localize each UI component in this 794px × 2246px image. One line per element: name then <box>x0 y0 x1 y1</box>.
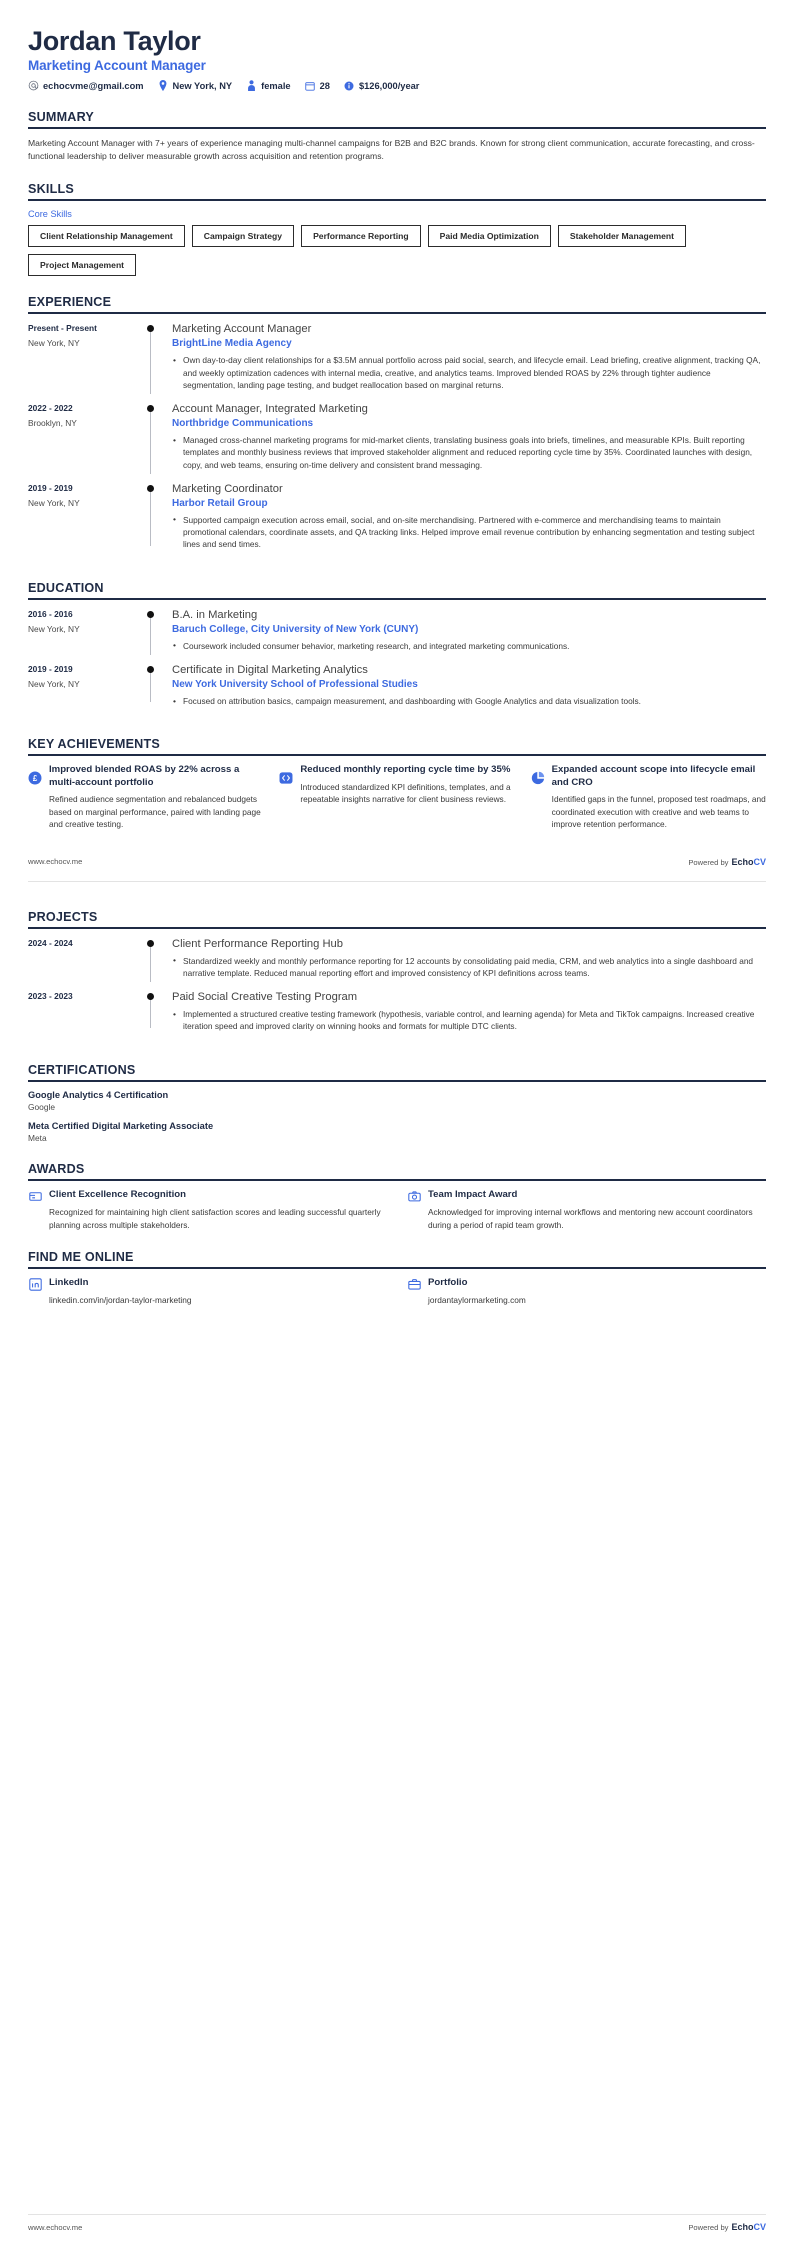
entry-body <box>172 402 766 472</box>
bullet-item: • Own day-to-day client relationships for a $3.5M annual portfolio across paid social, search, and lifecycle email. Lead briefing, creative alignment, tracking QA, and weekly optimization cadences with internal media, creative, and analytics teams. Improved blended ROAS by 22% through tighter audience segmentation, landing page testing, and budget reallocation based on marginal returns. <box>172 354 762 391</box>
section-divider <box>28 127 766 129</box>
skill-pill: Stakeholder Management <box>558 225 686 247</box>
entry-title: Paid Social Creative Testing Program <box>172 991 358 1004</box>
section-heading-online: FIND ME ONLINE <box>28 1249 134 1264</box>
skill-pill: Campaign Strategy <box>192 225 294 247</box>
bullet-item: • Standardized weekly and monthly performance reporting for 12 accounts by consolidating paid media, CRM, and web analytics into a single dashboard and narrative template. Reduced manual reporting effort and improved consistency of KPI definitions across teams. <box>172 955 762 980</box>
award-title: Client Excellence Recognition <box>49 1188 187 1200</box>
award-card <box>28 1189 387 1231</box>
online-profile-card[interactable] <box>28 1277 387 1307</box>
linkedin-icon <box>28 1278 42 1292</box>
calendar-icon <box>305 80 316 91</box>
skill-pill: Client Relationship Management <box>28 225 185 247</box>
contact-location-value: New York, NY <box>172 80 233 91</box>
section-heading-skills: SKILLS <box>28 182 74 197</box>
contact-info-bar <box>28 80 766 91</box>
timeline-dot <box>147 485 154 492</box>
certification-issuer: Google <box>28 1101 56 1112</box>
contact-age <box>305 80 330 91</box>
contact-email-value: echocvme@gmail.com <box>43 80 144 91</box>
section-experience <box>28 295 766 561</box>
skill-pill: Project Management <box>28 254 136 276</box>
footer-divider <box>28 2214 766 2215</box>
entry-bullets <box>172 695 762 707</box>
entry-meta <box>28 322 146 392</box>
award-text <box>49 1189 387 1231</box>
online-title: Portfolio <box>428 1276 468 1288</box>
entry-location: New York, NY <box>28 497 80 508</box>
entry-organization: Harbor Retail Group <box>172 497 268 509</box>
entry-date: Present - Present <box>28 323 97 334</box>
achievement-title: Expanded account scope into lifecycle email and CRO <box>551 764 756 788</box>
entry-location: New York, NY <box>28 338 80 349</box>
footer-website: www.echocv.me <box>28 2222 83 2232</box>
entry-title: B.A. in Marketing <box>172 608 258 621</box>
entry-date: 2023 - 2023 <box>28 991 73 1002</box>
entry-location: New York, NY <box>28 679 80 690</box>
job-role-subtitle: Marketing Account Manager <box>28 58 206 74</box>
achievement-description: Introduced standardized KPI definitions, templates, and a repeatable insights narrative for client business reviews. <box>300 781 511 805</box>
entry-body <box>172 937 766 981</box>
contact-location <box>158 80 233 91</box>
project-entry <box>28 990 766 1044</box>
online-profile-card[interactable] <box>407 1277 766 1307</box>
skills-group-label: Core Skills <box>28 209 72 220</box>
entry-meta <box>28 402 146 472</box>
online-text <box>428 1277 526 1307</box>
experience-entry <box>28 402 766 482</box>
achievement-title: Improved blended ROAS by 22% across a multi-account portfolio <box>49 764 240 788</box>
entry-date: 2019 - 2019 <box>28 482 73 493</box>
entry-title: Account Manager, Integrated Marketing <box>172 403 368 416</box>
entry-date: 2016 - 2016 <box>28 608 73 619</box>
contact-email <box>28 80 144 91</box>
section-certifications <box>28 1063 766 1143</box>
project-entry <box>28 937 766 991</box>
skills-pill-list <box>28 225 766 276</box>
timeline-rail <box>146 482 172 552</box>
online-title: LinkedIn <box>49 1276 89 1288</box>
page-footer-bottom <box>28 2214 766 2232</box>
info-circle-icon <box>344 80 355 91</box>
skill-pill: Paid Media Optimization <box>428 225 551 247</box>
timeline-line <box>150 942 151 983</box>
timeline-rail <box>146 608 172 653</box>
section-divider <box>28 754 766 756</box>
section-projects <box>28 910 766 1044</box>
entry-title: Marketing Coordinator <box>172 482 283 495</box>
achievement-card <box>28 764 263 830</box>
achievement-text <box>552 764 766 830</box>
section-heading-achievements: KEY ACHIEVEMENTS <box>28 737 160 752</box>
entry-organization: BrightLine Media Agency <box>172 338 292 350</box>
entry-bullets <box>172 640 762 652</box>
entry-bullets <box>172 354 762 391</box>
timeline-line <box>150 613 151 655</box>
bullet-item: • Focused on attribution basics, campaign measurement, and dashboarding with Google Analytics and data visualization tools. <box>172 695 762 707</box>
online-url[interactable]: jordantaylormarketing.com <box>428 1295 526 1306</box>
entry-organization: Northbridge Communications <box>172 418 314 430</box>
code-brackets-icon <box>279 771 293 785</box>
awards-grid <box>28 1189 766 1231</box>
section-heading-certifications: CERTIFICATIONS <box>28 1062 136 1077</box>
entry-body <box>172 482 766 552</box>
section-find-me-online <box>28 1250 766 1307</box>
entry-organization: New York University School of Professional Studies <box>172 679 418 691</box>
summary-text: Marketing Account Manager with 7+ years of experience managing multi-channel campaigns for B2B and B2C brands. Known for strong client communication, accurate forecasting, and cross-functional leadership to deliver measurable growth across acquisition and retention programs. <box>28 138 755 162</box>
bullet-item: • Supported campaign execution across email, social, and on-site merchandising. Partnered with e-commerce and merchandising teams to maintain promotional calendars, coordinate assets, and QA tracking links. Helped improve email revenue contribution by enhancing segmentation and testing subject lines and send times. <box>172 514 762 551</box>
entry-meta <box>28 990 146 1034</box>
section-skills <box>28 182 766 276</box>
timeline-rail <box>146 663 172 708</box>
entry-body <box>172 322 766 392</box>
achievement-description: Identified gaps in the funnel, proposed test roadmaps, and coordinated execution with creative and web teams to improve retention performance. <box>551 794 766 830</box>
entry-date: 2019 - 2019 <box>28 664 73 675</box>
contact-gender-value: female <box>261 80 291 91</box>
bullet-item: • Coursework included consumer behavior, marketing research, and integrated marketing communications. <box>172 640 762 652</box>
timeline-dot <box>147 993 154 1000</box>
page-footer <box>28 849 766 867</box>
brand-logo <box>731 857 766 867</box>
section-heading-education: EDUCATION <box>28 580 104 595</box>
footer-powered-label: Powered by <box>688 857 729 867</box>
section-key-achievements <box>28 737 766 830</box>
section-divider <box>28 598 766 600</box>
brand-cv: CV <box>753 2222 766 2232</box>
camera-icon <box>407 1190 421 1204</box>
person-icon <box>246 80 257 91</box>
certification-item <box>28 1121 766 1143</box>
section-summary <box>28 110 766 163</box>
section-divider <box>28 199 766 201</box>
page-title: Jordan Taylor <box>28 26 201 56</box>
entry-meta <box>28 663 146 708</box>
footer-brand <box>688 857 766 867</box>
location-pin-icon <box>158 80 169 91</box>
section-divider <box>28 312 766 314</box>
entry-body <box>172 663 766 708</box>
footer-powered-label: Powered by <box>688 2223 729 2232</box>
entry-bullets <box>172 1008 762 1033</box>
entry-title: Client Performance Reporting Hub <box>172 937 344 950</box>
award-badge-icon <box>28 1190 42 1204</box>
skill-pill: Performance Reporting <box>301 225 421 247</box>
section-heading-experience: EXPERIENCE <box>28 295 112 310</box>
education-entry <box>28 663 766 718</box>
experience-entry <box>28 322 766 402</box>
brand-echo: Echo <box>731 856 754 867</box>
section-divider <box>28 927 766 929</box>
certification-name: Google Analytics 4 Certification <box>28 1089 169 1100</box>
footer-brand <box>688 2222 766 2232</box>
achievement-card <box>279 764 514 830</box>
entry-body <box>172 608 766 653</box>
timeline-rail <box>146 990 172 1034</box>
entry-title: Marketing Account Manager <box>172 323 312 336</box>
entry-meta <box>28 608 146 653</box>
entry-bullets <box>172 434 762 471</box>
svg-text:£: £ <box>32 774 38 784</box>
timeline-rail <box>146 937 172 981</box>
entry-organization: Baruch College, City University of New York (CUNY) <box>172 623 419 635</box>
timeline-rail <box>146 322 172 392</box>
entry-meta <box>28 482 146 552</box>
online-grid <box>28 1277 766 1307</box>
portfolio-icon <box>407 1278 421 1292</box>
entry-location: Brooklyn, NY <box>28 418 77 429</box>
section-divider <box>28 1179 766 1181</box>
certification-issuer: Meta <box>28 1132 47 1143</box>
certification-name: Meta Certified Digital Marketing Associate <box>28 1120 214 1131</box>
contact-salary-value: $126,000/year <box>358 80 420 91</box>
resume-header <box>28 0 766 91</box>
entry-meta <box>28 937 146 981</box>
achievements-grid <box>28 764 766 830</box>
section-divider <box>28 1267 766 1269</box>
timeline-line <box>150 407 151 474</box>
section-heading-projects: PROJECTS <box>28 909 98 924</box>
timeline-rail <box>146 402 172 472</box>
entry-bullets <box>172 955 762 980</box>
brand-echo: Echo <box>731 2222 754 2232</box>
experience-entry <box>28 482 766 562</box>
timeline-line <box>150 487 151 546</box>
section-awards <box>28 1162 766 1231</box>
entry-bullets <box>172 514 762 551</box>
award-title: Team Impact Award <box>428 1188 518 1200</box>
contact-gender <box>246 80 290 91</box>
achievement-description: Refined audience segmentation and rebalanced budgets based on marginal performance, paired with landing page and creative testing. <box>49 794 261 830</box>
entry-location: New York, NY <box>28 623 80 634</box>
achievement-title: Reduced monthly reporting cycle time by 35% <box>300 764 511 776</box>
timeline-dot <box>147 325 154 332</box>
brand-cv: CV <box>753 856 766 867</box>
achievement-card <box>531 764 766 830</box>
section-heading-awards: AWARDS <box>28 1161 85 1176</box>
entry-title: Certificate in Digital Marketing Analytics <box>172 664 368 677</box>
timeline-dot <box>147 940 154 947</box>
timeline-line <box>150 668 151 702</box>
pound-currency-icon <box>28 771 42 785</box>
achievement-text <box>49 764 263 830</box>
online-url[interactable]: linkedin.com/in/jordan-taylor-marketing <box>49 1295 192 1306</box>
bullet-item: • Managed cross-channel marketing programs for mid-market clients, translating business goals into briefs, timelines, and measurable KPIs. Built reporting templates and monthly business reviews that improved stakeholder alignment and reduced reporting cycle time by 35%. Coordinated launches with design, copy, and web teams, ensuring on-time delivery and consistent brand messaging. <box>172 434 762 471</box>
education-entry <box>28 608 766 663</box>
award-description: Recognized for maintaining high client satisfaction scores and leading successful quarterly planning across multiple stakeholders. <box>49 1207 381 1230</box>
email-icon <box>28 80 39 91</box>
section-divider <box>28 1080 766 1082</box>
section-education <box>28 581 766 719</box>
entry-date: 2024 - 2024 <box>28 937 73 948</box>
contact-age-value: 28 <box>319 80 330 91</box>
timeline-dot <box>147 611 154 618</box>
brand-logo <box>731 2222 766 2232</box>
footer-website: www.echocv.me <box>28 857 83 867</box>
contact-salary <box>344 80 420 91</box>
timeline-dot <box>147 666 154 673</box>
online-text <box>49 1277 192 1307</box>
achievement-text <box>300 764 514 805</box>
bullet-item: • Implemented a structured creative testing framework (hypothesis, variable control, and learning agenda) for Meta and TikTok campaigns. Increased creative iteration speed and improved clarity on winning hooks and formats for multiple DTC clients. <box>172 1008 762 1033</box>
entry-body <box>172 990 766 1034</box>
award-text <box>428 1189 766 1231</box>
certification-item <box>28 1090 766 1112</box>
award-description: Acknowledged for improving internal workflows and mentoring new account coordinators during a period of rapid team growth. <box>428 1207 753 1230</box>
pie-chart-icon <box>531 771 545 785</box>
timeline-dot <box>147 405 154 412</box>
award-card <box>407 1189 766 1231</box>
entry-date: 2022 - 2022 <box>28 403 73 414</box>
section-heading-summary: SUMMARY <box>28 110 94 125</box>
timeline-line <box>150 327 151 394</box>
